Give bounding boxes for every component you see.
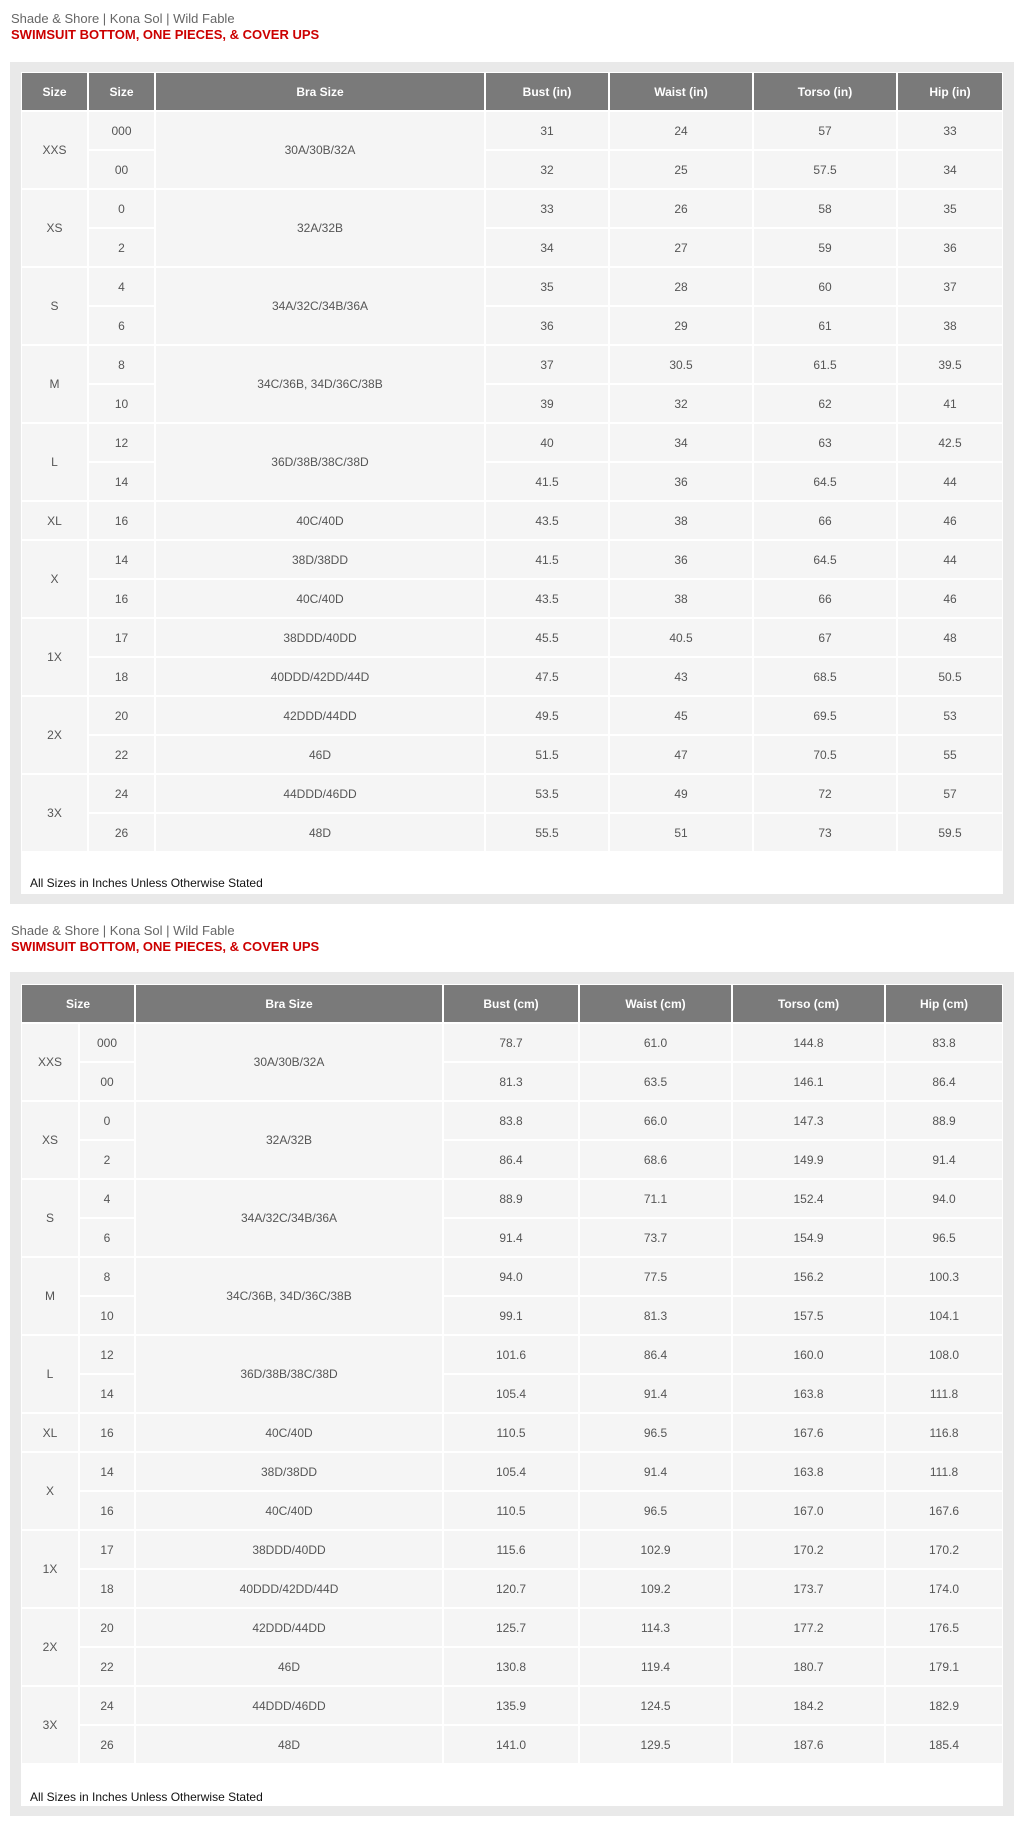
torso-cell: 144.8 [732, 1023, 885, 1062]
header-cell: Bra Size [135, 984, 443, 1023]
hip-cell: 36 [897, 228, 1003, 267]
hip-cell: 55 [897, 735, 1003, 774]
waist-cell: 66.0 [579, 1101, 732, 1140]
chart-title: SWIMSUIT BOTTOM, ONE PIECES, & COVER UPS [11, 27, 320, 42]
torso-cell: 173.7 [732, 1569, 885, 1608]
numeric-size-cell: 2 [88, 228, 155, 267]
header-cell: Waist (cm) [579, 984, 732, 1023]
waist-cell: 28 [609, 267, 753, 306]
torso-cell: 156.2 [732, 1257, 885, 1296]
numeric-size-cell: 16 [79, 1413, 135, 1452]
torso-cell: 167.6 [732, 1413, 885, 1452]
numeric-size-cell: 14 [79, 1452, 135, 1491]
numeric-size-cell: 16 [79, 1491, 135, 1530]
header-row [21, 72, 1003, 111]
bust-cell: 135.9 [443, 1686, 579, 1725]
hip-cell: 96.5 [885, 1218, 1003, 1257]
bust-cell: 141.0 [443, 1725, 579, 1764]
hip-cell: 41 [897, 384, 1003, 423]
bra-size-cell: 40C/40D [155, 579, 485, 618]
bra-size-cell: 32A/32B [155, 189, 485, 267]
bra-size-cell: 30A/30B/32A [155, 111, 485, 189]
torso-cell: 57.5 [753, 150, 897, 189]
size-group-cell: X [21, 540, 88, 618]
hip-cell: 86.4 [885, 1062, 1003, 1101]
table-row [21, 189, 1003, 228]
hip-cell: 44 [897, 540, 1003, 579]
hip-cell: 33 [897, 111, 1003, 150]
hip-cell: 83.8 [885, 1023, 1003, 1062]
bra-size-cell: 38DDD/40DD [135, 1530, 443, 1569]
waist-cell: 68.6 [579, 1140, 732, 1179]
torso-cell: 170.2 [732, 1530, 885, 1569]
bra-size-cell: 40DDD/42DD/44D [135, 1569, 443, 1608]
table-row [21, 345, 1003, 384]
table-row [21, 1101, 1003, 1140]
torso-cell: 69.5 [753, 696, 897, 735]
header-cell: Size [21, 72, 88, 111]
torso-cell: 146.1 [732, 1062, 885, 1101]
hip-cell: 59.5 [897, 813, 1003, 852]
hip-cell: 94.0 [885, 1179, 1003, 1218]
bust-cell: 101.6 [443, 1335, 579, 1374]
size-group-cell: 3X [21, 1686, 79, 1764]
bra-size-cell: 38D/38DD [155, 540, 485, 579]
waist-cell: 27 [609, 228, 753, 267]
size-group-cell: S [21, 267, 88, 345]
header-cell: Bust (in) [485, 72, 609, 111]
size-group-cell: XS [21, 189, 88, 267]
bust-cell: 37 [485, 345, 609, 384]
bust-cell: 36 [485, 306, 609, 345]
table-row [21, 1452, 1003, 1491]
waist-cell: 86.4 [579, 1335, 732, 1374]
bust-cell: 86.4 [443, 1140, 579, 1179]
torso-cell: 167.0 [732, 1491, 885, 1530]
numeric-size-cell: 10 [79, 1296, 135, 1335]
numeric-size-cell: 6 [79, 1218, 135, 1257]
bra-size-cell: 42DDD/44DD [135, 1608, 443, 1647]
bust-cell: 47.5 [485, 657, 609, 696]
bust-cell: 43.5 [485, 579, 609, 618]
brand-list: Shade & Shore | Kona Sol | Wild Fable [11, 923, 235, 938]
hip-cell: 185.4 [885, 1725, 1003, 1764]
hip-cell: 34 [897, 150, 1003, 189]
hip-cell: 50.5 [897, 657, 1003, 696]
numeric-size-cell: 0 [88, 189, 155, 228]
header-cell: Waist (in) [609, 72, 753, 111]
numeric-size-cell: 16 [88, 501, 155, 540]
bust-cell: 130.8 [443, 1647, 579, 1686]
bra-size-cell: 34A/32C/34B/36A [135, 1179, 443, 1257]
hip-cell: 46 [897, 579, 1003, 618]
header-cell: Torso (cm) [732, 984, 885, 1023]
bust-cell: 33 [485, 189, 609, 228]
table-row [21, 1491, 1003, 1530]
torso-cell: 61.5 [753, 345, 897, 384]
waist-cell: 30.5 [609, 345, 753, 384]
torso-cell: 66 [753, 501, 897, 540]
bust-cell: 110.5 [443, 1413, 579, 1452]
bust-cell: 105.4 [443, 1374, 579, 1413]
bra-size-cell: 38D/38DD [135, 1452, 443, 1491]
numeric-size-cell: 18 [79, 1569, 135, 1608]
torso-cell: 187.6 [732, 1725, 885, 1764]
bust-cell: 40 [485, 423, 609, 462]
waist-cell: 40.5 [609, 618, 753, 657]
bra-size-cell: 36D/38B/38C/38D [135, 1335, 443, 1413]
bust-cell: 120.7 [443, 1569, 579, 1608]
numeric-size-cell: 2 [79, 1140, 135, 1179]
hip-cell: 91.4 [885, 1140, 1003, 1179]
hip-cell: 176.5 [885, 1608, 1003, 1647]
bust-cell: 49.5 [485, 696, 609, 735]
table-row [21, 1686, 1003, 1725]
hip-cell: 57 [897, 774, 1003, 813]
waist-cell: 38 [609, 501, 753, 540]
numeric-size-cell: 20 [88, 696, 155, 735]
bust-cell: 125.7 [443, 1608, 579, 1647]
torso-cell: 68.5 [753, 657, 897, 696]
table-row [21, 1608, 1003, 1647]
table-row [21, 501, 1003, 540]
bra-size-cell: 42DDD/44DD [155, 696, 485, 735]
table-row [21, 1530, 1003, 1569]
hip-cell: 38 [897, 306, 1003, 345]
waist-cell: 102.9 [579, 1530, 732, 1569]
torso-cell: 154.9 [732, 1218, 885, 1257]
waist-cell: 81.3 [579, 1296, 732, 1335]
waist-cell: 34 [609, 423, 753, 462]
table-row [21, 579, 1003, 618]
bra-size-cell: 34A/32C/34B/36A [155, 267, 485, 345]
size-group-cell: XL [21, 501, 88, 540]
size-group-cell: 3X [21, 774, 88, 852]
torso-cell: 152.4 [732, 1179, 885, 1218]
numeric-size-cell: 8 [79, 1257, 135, 1296]
torso-cell: 160.0 [732, 1335, 885, 1374]
waist-cell: 96.5 [579, 1491, 732, 1530]
waist-cell: 49 [609, 774, 753, 813]
hip-cell: 108.0 [885, 1335, 1003, 1374]
numeric-size-cell: 20 [79, 1608, 135, 1647]
size-group-cell: 1X [21, 1530, 79, 1608]
waist-cell: 114.3 [579, 1608, 732, 1647]
header-cell: Hip (in) [897, 72, 1003, 111]
bra-size-cell: 48D [155, 813, 485, 852]
table-panel [10, 62, 1014, 904]
table-row [21, 1179, 1003, 1218]
header-cell: Size [21, 984, 135, 1023]
bust-cell: 94.0 [443, 1257, 579, 1296]
size-group-cell: XXS [21, 111, 88, 189]
chart-title: SWIMSUIT BOTTOM, ONE PIECES, & COVER UPS [11, 939, 320, 954]
hip-cell: 104.1 [885, 1296, 1003, 1335]
hip-cell: 170.2 [885, 1530, 1003, 1569]
table-row [21, 540, 1003, 579]
table-row [21, 1569, 1003, 1608]
size-chart-cm [0, 910, 1024, 1830]
torso-cell: 66 [753, 579, 897, 618]
size-group-cell: XL [21, 1413, 79, 1452]
header-row [21, 984, 1003, 1023]
table-container [21, 984, 1003, 1806]
bra-size-cell: 44DDD/46DD [135, 1686, 443, 1725]
torso-cell: 64.5 [753, 462, 897, 501]
waist-cell: 91.4 [579, 1452, 732, 1491]
bust-cell: 43.5 [485, 501, 609, 540]
bra-size-cell: 46D [155, 735, 485, 774]
bra-size-cell: 46D [135, 1647, 443, 1686]
waist-cell: 129.5 [579, 1725, 732, 1764]
bust-cell: 78.7 [443, 1023, 579, 1062]
torso-cell: 149.9 [732, 1140, 885, 1179]
waist-cell: 63.5 [579, 1062, 732, 1101]
numeric-size-cell: 26 [88, 813, 155, 852]
numeric-size-cell: 14 [88, 462, 155, 501]
numeric-size-cell: 4 [88, 267, 155, 306]
size-group-cell: S [21, 1179, 79, 1257]
torso-cell: 63 [753, 423, 897, 462]
waist-cell: 77.5 [579, 1257, 732, 1296]
table-body [21, 1023, 1003, 1764]
torso-cell: 57 [753, 111, 897, 150]
waist-cell: 36 [609, 540, 753, 579]
size-group-cell: 1X [21, 618, 88, 696]
hip-cell: 39.5 [897, 345, 1003, 384]
torso-cell: 163.8 [732, 1374, 885, 1413]
bust-cell: 99.1 [443, 1296, 579, 1335]
table-row [21, 774, 1003, 813]
table-row [21, 111, 1003, 150]
waist-cell: 47 [609, 735, 753, 774]
torso-cell: 64.5 [753, 540, 897, 579]
hip-cell: 100.3 [885, 1257, 1003, 1296]
table-row [21, 813, 1003, 852]
bust-cell: 39 [485, 384, 609, 423]
torso-cell: 70.5 [753, 735, 897, 774]
numeric-size-cell: 000 [88, 111, 155, 150]
numeric-size-cell: 12 [79, 1335, 135, 1374]
numeric-size-cell: 17 [79, 1530, 135, 1569]
torso-cell: 177.2 [732, 1608, 885, 1647]
bust-cell: 55.5 [485, 813, 609, 852]
size-table-cm [21, 984, 1003, 1764]
bust-cell: 91.4 [443, 1218, 579, 1257]
table-row [21, 618, 1003, 657]
table-panel [10, 972, 1014, 1816]
numeric-size-cell: 12 [88, 423, 155, 462]
hip-cell: 116.8 [885, 1413, 1003, 1452]
numeric-size-cell: 4 [79, 1179, 135, 1218]
waist-cell: 29 [609, 306, 753, 345]
numeric-size-cell: 22 [79, 1647, 135, 1686]
waist-cell: 71.1 [579, 1179, 732, 1218]
waist-cell: 36 [609, 462, 753, 501]
table-row [21, 1257, 1003, 1296]
bust-cell: 115.6 [443, 1530, 579, 1569]
bra-size-cell: 34C/36B, 34D/36C/38B [135, 1257, 443, 1335]
waist-cell: 32 [609, 384, 753, 423]
bust-cell: 45.5 [485, 618, 609, 657]
hip-cell: 46 [897, 501, 1003, 540]
numeric-size-cell: 18 [88, 657, 155, 696]
size-group-cell: L [21, 1335, 79, 1413]
numeric-size-cell: 22 [88, 735, 155, 774]
hip-cell: 179.1 [885, 1647, 1003, 1686]
header-cell: Hip (cm) [885, 984, 1003, 1023]
table-row [21, 423, 1003, 462]
bust-cell: 83.8 [443, 1101, 579, 1140]
hip-cell: 182.9 [885, 1686, 1003, 1725]
numeric-size-cell: 6 [88, 306, 155, 345]
torso-cell: 62 [753, 384, 897, 423]
table-row [21, 1335, 1003, 1374]
torso-cell: 180.7 [732, 1647, 885, 1686]
table-body [21, 111, 1003, 852]
size-group-cell: 2X [21, 1608, 79, 1686]
table-row [21, 1725, 1003, 1764]
waist-cell: 43 [609, 657, 753, 696]
numeric-size-cell: 0 [79, 1101, 135, 1140]
numeric-size-cell: 24 [88, 774, 155, 813]
torso-cell: 61 [753, 306, 897, 345]
torso-cell: 73 [753, 813, 897, 852]
table-container [21, 72, 1003, 894]
size-group-cell: L [21, 423, 88, 501]
waist-cell: 91.4 [579, 1374, 732, 1413]
header-cell: Torso (in) [753, 72, 897, 111]
size-chart-inches [0, 0, 1024, 910]
size-group-cell: X [21, 1452, 79, 1530]
bust-cell: 110.5 [443, 1491, 579, 1530]
torso-cell: 184.2 [732, 1686, 885, 1725]
torso-cell: 59 [753, 228, 897, 267]
bra-size-cell: 40C/40D [155, 501, 485, 540]
hip-cell: 35 [897, 189, 1003, 228]
bust-cell: 53.5 [485, 774, 609, 813]
waist-cell: 25 [609, 150, 753, 189]
size-group-cell: XXS [21, 1023, 79, 1101]
bust-cell: 31 [485, 111, 609, 150]
waist-cell: 45 [609, 696, 753, 735]
size-table-inches [21, 72, 1003, 852]
hip-cell: 174.0 [885, 1569, 1003, 1608]
torso-cell: 72 [753, 774, 897, 813]
table-row [21, 1413, 1003, 1452]
size-group-cell: 2X [21, 696, 88, 774]
numeric-size-cell: 17 [88, 618, 155, 657]
bra-size-cell: 34C/36B, 34D/36C/38B [155, 345, 485, 423]
table-row [21, 735, 1003, 774]
waist-cell: 61.0 [579, 1023, 732, 1062]
waist-cell: 119.4 [579, 1647, 732, 1686]
waist-cell: 26 [609, 189, 753, 228]
numeric-size-cell: 14 [79, 1374, 135, 1413]
bust-cell: 41.5 [485, 540, 609, 579]
bust-cell: 32 [485, 150, 609, 189]
torso-cell: 157.5 [732, 1296, 885, 1335]
torso-cell: 60 [753, 267, 897, 306]
brand-list: Shade & Shore | Kona Sol | Wild Fable [11, 11, 235, 26]
bust-cell: 88.9 [443, 1179, 579, 1218]
size-group-cell: M [21, 345, 88, 423]
hip-cell: 48 [897, 618, 1003, 657]
numeric-size-cell: 16 [88, 579, 155, 618]
bra-size-cell: 40DDD/42DD/44D [155, 657, 485, 696]
bra-size-cell: 36D/38B/38C/38D [155, 423, 485, 501]
numeric-size-cell: 00 [88, 150, 155, 189]
waist-cell: 73.7 [579, 1218, 732, 1257]
waist-cell: 96.5 [579, 1413, 732, 1452]
bust-cell: 81.3 [443, 1062, 579, 1101]
numeric-size-cell: 14 [88, 540, 155, 579]
hip-cell: 111.8 [885, 1452, 1003, 1491]
bust-cell: 35 [485, 267, 609, 306]
hip-cell: 37 [897, 267, 1003, 306]
table-row [21, 657, 1003, 696]
footnote: All Sizes in Inches Unless Otherwise Stated [30, 876, 263, 890]
numeric-size-cell: 00 [79, 1062, 135, 1101]
table-row [21, 1023, 1003, 1062]
torso-cell: 147.3 [732, 1101, 885, 1140]
bra-size-cell: 32A/32B [135, 1101, 443, 1179]
header-cell: Size [88, 72, 155, 111]
numeric-size-cell: 26 [79, 1725, 135, 1764]
bust-cell: 105.4 [443, 1452, 579, 1491]
torso-cell: 58 [753, 189, 897, 228]
hip-cell: 167.6 [885, 1491, 1003, 1530]
waist-cell: 109.2 [579, 1569, 732, 1608]
hip-cell: 53 [897, 696, 1003, 735]
footnote: All Sizes in Inches Unless Otherwise Stated [30, 1790, 263, 1804]
size-group-cell: M [21, 1257, 79, 1335]
numeric-size-cell: 24 [79, 1686, 135, 1725]
bra-size-cell: 48D [135, 1725, 443, 1764]
header-cell: Bust (cm) [443, 984, 579, 1023]
bra-size-cell: 44DDD/46DD [155, 774, 485, 813]
table-row [21, 1647, 1003, 1686]
numeric-size-cell: 8 [88, 345, 155, 384]
waist-cell: 38 [609, 579, 753, 618]
bust-cell: 51.5 [485, 735, 609, 774]
bra-size-cell: 40C/40D [135, 1413, 443, 1452]
numeric-size-cell: 000 [79, 1023, 135, 1062]
bra-size-cell: 30A/30B/32A [135, 1023, 443, 1101]
hip-cell: 44 [897, 462, 1003, 501]
bust-cell: 41.5 [485, 462, 609, 501]
hip-cell: 111.8 [885, 1374, 1003, 1413]
header-cell: Bra Size [155, 72, 485, 111]
waist-cell: 124.5 [579, 1686, 732, 1725]
waist-cell: 24 [609, 111, 753, 150]
size-group-cell: XS [21, 1101, 79, 1179]
torso-cell: 163.8 [732, 1452, 885, 1491]
hip-cell: 88.9 [885, 1101, 1003, 1140]
torso-cell: 67 [753, 618, 897, 657]
table-row [21, 696, 1003, 735]
bra-size-cell: 40C/40D [135, 1491, 443, 1530]
waist-cell: 51 [609, 813, 753, 852]
table-row [21, 267, 1003, 306]
bra-size-cell: 38DDD/40DD [155, 618, 485, 657]
hip-cell: 42.5 [897, 423, 1003, 462]
numeric-size-cell: 10 [88, 384, 155, 423]
bust-cell: 34 [485, 228, 609, 267]
